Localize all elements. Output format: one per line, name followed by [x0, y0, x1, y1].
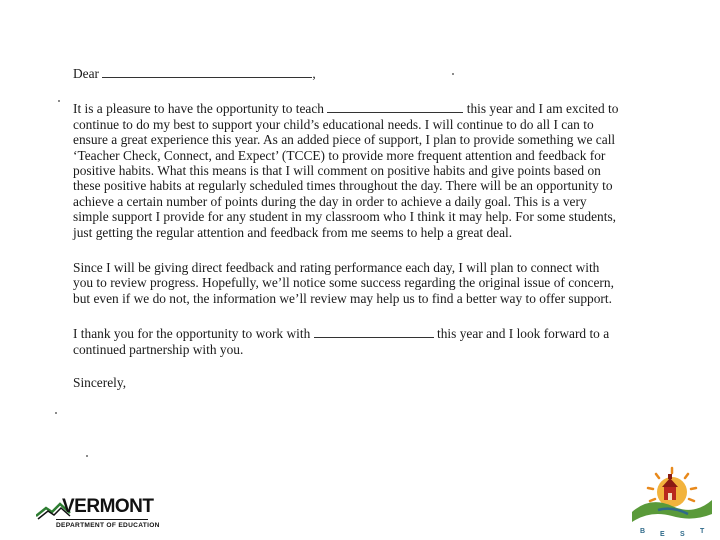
paragraph-1 — [73, 101, 621, 240]
salutation-comma: , — [312, 66, 316, 81]
paragraph-1-start: It is a pleasure to have the opportunity to teach — [73, 101, 324, 117]
scan-speck — [86, 455, 88, 457]
vermont-department: DEPARTMENT OF EDUCATION — [56, 522, 160, 529]
vermont-name: VERMONT — [62, 496, 154, 517]
paragraph-2: Since I will be giving direct feedback and rating performance each day, I will plan to connect with you to review progress. Hopefully, we’ll notice some success regarding the original issue of concern, but even if we do not, the information we’ll review may help us to find a better way to offer support. — [73, 260, 614, 306]
student-name-blank-2 — [314, 326, 434, 338]
paragraph-3-rest: this year and I look forward to a continued partnership with you. — [73, 326, 610, 357]
salutation-text: Dear — [73, 66, 100, 81]
paragraph-3-start: I thank you for the opportunity to work with — [73, 326, 311, 342]
scan-speck — [55, 412, 57, 414]
student-name-blank-1 — [327, 101, 463, 113]
paragraph-3 — [73, 326, 621, 357]
best-schoolhouse-logo — [628, 462, 716, 538]
best-letter-b: B — [640, 528, 646, 535]
scan-speck — [58, 100, 60, 102]
scan-speck — [452, 73, 454, 75]
parent-name-blank — [102, 66, 312, 78]
best-letter-e: E — [660, 531, 665, 538]
letter-body — [73, 66, 621, 391]
closing: Sincerely, — [73, 375, 127, 391]
salutation-line — [73, 66, 621, 81]
best-letter-t: T — [700, 528, 705, 535]
vermont-divider — [56, 519, 148, 520]
best-letter-s: S — [680, 531, 685, 538]
paragraph-1-rest: this year and I am excited to continue to do my best to support your child’s educational needs. I will continue to do all I can to ensure a great experience this year. As an added piece of support, I plan to provide something we call ‘Teacher Check, Connect, and Expect’ (TCCE) to provide more frequent attention and feedback for positive habits. What this means is that I will comment on positive habits and give points based on these positive habits at regularly scheduled times throughout the day. There will be an opportunity to achieve a certain number of points during the day in order to achieve a daily goal. This is a very simple support I provide for any student in my classroom who I think it may help. For some students, just getting the regular attention and feedback from me seems to help a great deal. — [73, 101, 619, 240]
